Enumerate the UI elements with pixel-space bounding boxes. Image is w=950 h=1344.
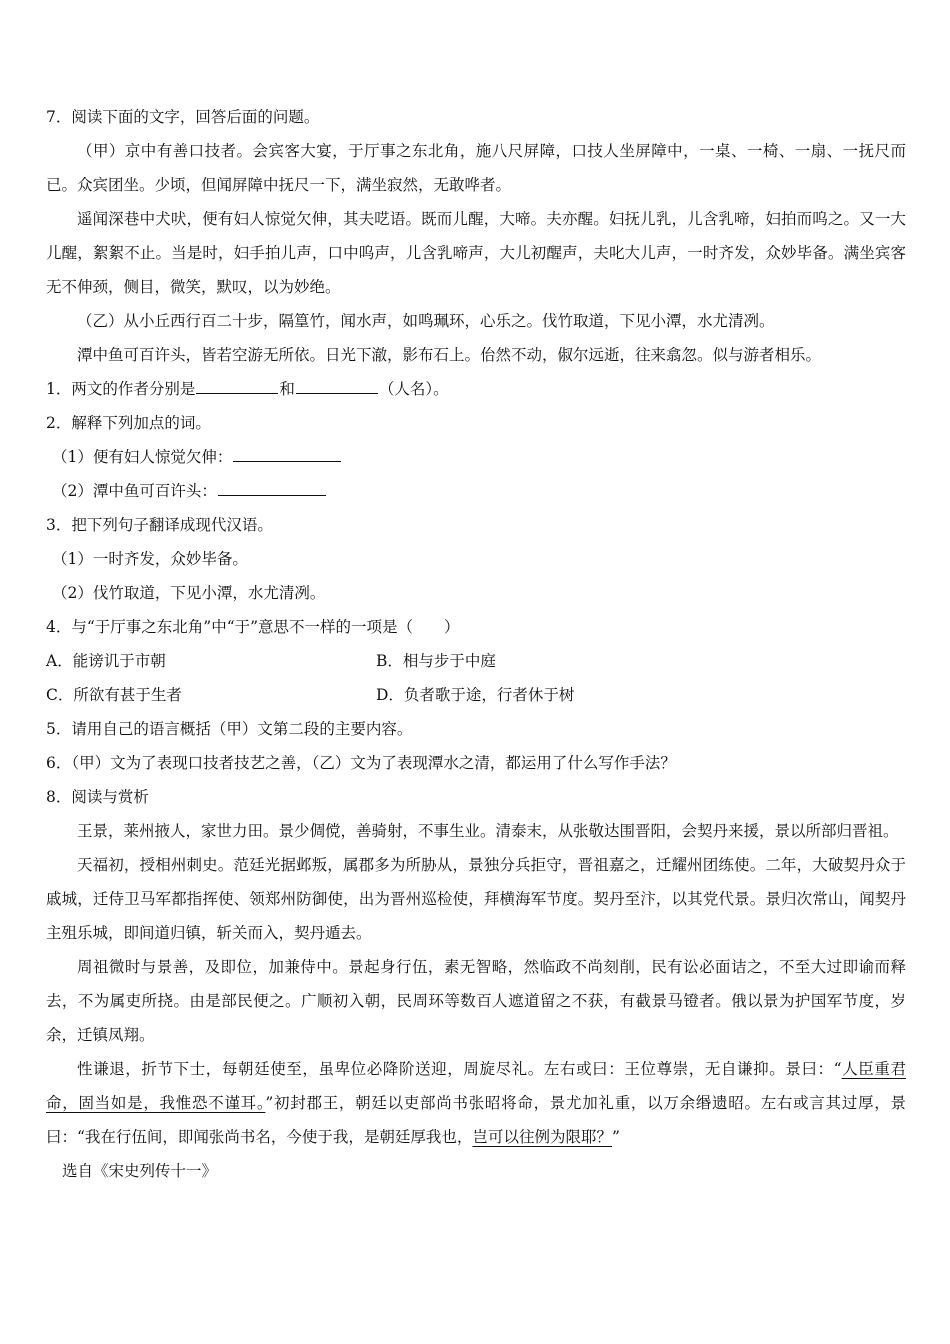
q7-subquestion-2-item-2: [46, 474, 906, 508]
q7-s2-2-text: （2）潭中鱼可百许头：: [52, 482, 217, 500]
q8-paragraph-2: 天福初，授相州刺史。范廷光据邺叛，属郡多为所胁从，景独分兵拒守，晋祖嘉之，迁耀州团练使。二年，大破契丹众于戚城，迁侍卫马军都指挥使、领郑州防御使，出为晋州巡检使，拜横海军节度。契丹至汴，以其党代景。景归次常山，闻契丹主殂乐城，即间道归镇，斩关而入，契丹遁去。: [46, 856, 906, 942]
q7-header: 7．阅读下面的文字，回答后面的问题。: [46, 108, 320, 126]
answer-blank[interactable]: [196, 377, 278, 394]
q7-yi-paragraph-1: （乙）从小丘西行百二十步，隔篁竹，闻水声，如鸣珮环，心乐之。伐竹取道，下见小潭，水尤清冽。: [77, 312, 775, 330]
source-citation: 选自《宋史列传十一》: [62, 1162, 218, 1180]
q7-subquestion-3-item-1: （1）一时齐发，众妙毕备。: [52, 550, 248, 568]
q7-subquestion-2-item-1: [46, 440, 906, 474]
q7-jia-paragraph-1: （甲）京中有善口技者。会宾客大宴，于厅事之东北角，施八尺屏障，口技人坐屏障中，一桌、一椅、一扇、一抚尺而已。众宾团坐。少顷，但闻屏障中抚尺一下，满坐寂然，无敢哗者。: [46, 142, 906, 194]
q7-yi-paragraph-2: 潭中鱼可百许头，皆若空游无所依。日光下澈，影布石上。佁然不动，俶尔远逝，往来翕忽。似与游者相乐。: [77, 346, 822, 364]
option-a[interactable]: A．能谤讥于市朝: [46, 652, 166, 670]
answer-blank[interactable]: [296, 377, 378, 394]
q7-s2-1-text: （1）便有妇人惊觉欠伸：: [52, 448, 233, 466]
q8-paragraph-1: 王景，莱州掖人，家世力田。景少倜傥，善骑射，不事生业。清泰末，从张敬达围晋阳，会契丹来援，景以所部归晋祖。: [77, 822, 899, 840]
q8-p4-text-a: 性谦退，折节下士，每朝廷使至，虽卑位必降阶送迎，周旋尽礼。左右或曰：王位尊崇，无自谦抑。景曰：“: [77, 1060, 842, 1078]
q7-s4-options-row-2: [46, 678, 906, 712]
q8-paragraph-3: 周祖微时与景善，及即位，加兼侍中。景起身行伍，素无智略，然临政不尚刻削，民有讼必面诘之，不至大过即谕而释去，不为属吏所挠。由是部民便之。广顺初入朝，民周环等数百人遮道留之不获，有截景马镫者。俄以景为护国军节度，岁余，迁镇凤翔。: [46, 958, 906, 1044]
q8-header: 8．阅读与赏析: [46, 788, 149, 806]
q7-s4-options-row-1: [46, 644, 906, 678]
q7-subquestion-5: 5．请用自己的语言概括（甲）文第二段的主要内容。: [46, 720, 413, 738]
q7-subquestion-3: 3．把下列句子翻译成现代汉语。: [46, 516, 273, 534]
q7-s1-text-b: 和: [279, 380, 295, 398]
q7-subquestion-4: 4．与“于厅事之东北角”中“于”意思不一样的一项是（ ）: [46, 618, 460, 636]
q8-paragraph-4: [46, 1052, 906, 1154]
answer-blank[interactable]: [218, 479, 326, 496]
option-d[interactable]: D．负者歌于途，行者休于树: [376, 686, 575, 704]
q7-subquestion-1: [46, 372, 906, 406]
q7-subquestion-6: 6．（甲）文为了表现口技者技艺之善，（乙）文为了表现潭水之清，都运用了什么写作手法？: [46, 754, 676, 772]
answer-blank[interactable]: [233, 445, 341, 462]
q7-jia-paragraph-2: 遥闻深巷中犬吠，便有妇人惊觉欠伸，其夫呓语。既而儿醒，大啼。夫亦醒。妇抚儿乳，儿含乳啼，妇拍而呜之。又一大儿醒，絮絮不止。当是时，妇手拍儿声，口中呜声，儿含乳啼声，大儿初醒声，夫叱大儿声，一时齐发，众妙毕备。满坐宾客无不伸颈，侧目，微笑，默叹，以为妙绝。: [46, 210, 906, 296]
underlined-sentence-1: 人臣重君命，固当如是，我惟恐不谨耳。: [46, 1060, 906, 1112]
q8-p4-text-b: ”初封郡王，朝廷以吏部尚书张昭将命，景尤加礼重，以万余缗遗昭。左右或言其过厚，景曰：“我在行伍间，即闻张尚书名，今使于我，是朝廷厚我也，: [46, 1094, 906, 1146]
q7-s1-text-a: 1．两文的作者分别是: [46, 380, 196, 398]
q7-subquestion-2: 2．解释下列加点的词。: [46, 414, 211, 432]
option-b[interactable]: B．相与步于中庭: [376, 652, 496, 670]
underlined-sentence-2: 岂可以往例为限耶？: [472, 1128, 612, 1146]
q7-subquestion-3-item-2: （2）伐竹取道，下见小潭，水尤清冽。: [52, 584, 326, 602]
q7-s1-text-c: （人名）。: [378, 380, 449, 398]
option-c[interactable]: C．所欲有甚于生者: [46, 686, 182, 704]
q8-p4-text-c: ”: [611, 1128, 620, 1146]
